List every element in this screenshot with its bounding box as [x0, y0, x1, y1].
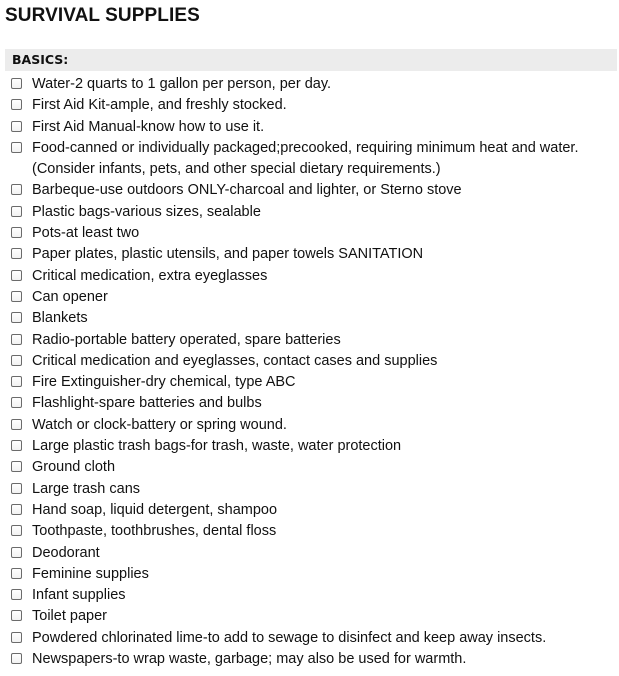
checklist-item-label: Blankets: [32, 310, 88, 327]
checklist-item-label: Critical medication, extra eyeglasses: [32, 267, 268, 284]
checkbox[interactable]: [11, 78, 22, 89]
checkbox[interactable]: [11, 206, 22, 217]
checklist-item-hand-soap: [0, 500, 619, 521]
checkbox[interactable]: [11, 227, 22, 238]
checklist-item-toilet-paper: [0, 606, 619, 627]
checkbox[interactable]: [11, 440, 22, 451]
checklist-item-label: Radio-portable battery operated, spare batteries: [32, 331, 341, 348]
checklist-item-water: [0, 74, 619, 95]
checklist-item-label: Large trash cans: [32, 480, 141, 497]
checklist-item-trash-bags: [0, 436, 619, 457]
checkbox[interactable]: [11, 121, 22, 132]
checklist-item-label: Flashlight-spare batteries and bulbs: [32, 395, 262, 412]
checklist-item-label: First Aid Manual-know how to use it.: [32, 118, 265, 135]
checklist-item-barbeque: [0, 180, 619, 201]
checkbox[interactable]: [11, 589, 22, 600]
checkbox[interactable]: [11, 610, 22, 621]
checklist-item-label: Fire Extinguisher-dry chemical, type ABC: [32, 374, 296, 391]
checklist-item-label: Deodorant: [32, 544, 100, 561]
checklist-item-feminine-supplies: [0, 564, 619, 585]
checkbox[interactable]: [11, 632, 22, 643]
checklist-item-label: Paper plates, plastic utensils, and paper towels SANITATION: [32, 246, 424, 263]
checklist-item-critical-medication: [0, 266, 619, 287]
checklist-item-chlorinated-lime: [0, 628, 619, 649]
checklist-item-label: Toilet paper: [32, 608, 107, 625]
checkbox[interactable]: [11, 142, 22, 153]
checkbox[interactable]: [11, 184, 22, 195]
checklist-item-label: Food-canned or individually packaged;precooked, requiring minimum heat and water. (Consider infants, pets, and other special dietary requirements.): [32, 139, 579, 178]
checkbox[interactable]: [11, 376, 22, 387]
checklist-item-label: Watch or clock-battery or spring wound.: [32, 416, 287, 433]
checklist-item-label: Toothpaste, toothbrushes, dental floss: [32, 523, 277, 540]
checklist-item-label: Powdered chlorinated lime-to add to sewage to disinfect and keep away insects.: [32, 629, 547, 646]
section-label: BASICS:: [12, 52, 69, 67]
section-header: [5, 49, 617, 71]
checklist-item-plastic-bags: [0, 202, 619, 223]
checkbox[interactable]: [11, 334, 22, 345]
checklist-item-label: Infant supplies: [32, 587, 126, 604]
checklist-item-ground-cloth: [0, 457, 619, 478]
checkbox[interactable]: [11, 568, 22, 579]
checklist-item-food: [0, 138, 619, 181]
checklist-item-radio: [0, 330, 619, 351]
checklist-item-label: Pots-at least two: [32, 225, 140, 242]
document-title: SURVIVAL SUPPLIES: [5, 5, 200, 26]
checkbox[interactable]: [11, 248, 22, 259]
checkbox[interactable]: [11, 419, 22, 430]
checkbox[interactable]: [11, 483, 22, 494]
checkbox[interactable]: [11, 270, 22, 281]
checklist-item-infant-supplies: [0, 585, 619, 606]
checklist-item-medication-eyeglasses: [0, 351, 619, 372]
checklist-item-first-aid-manual: [0, 117, 619, 138]
checkbox[interactable]: [11, 312, 22, 323]
checkbox[interactable]: [11, 355, 22, 366]
checklist-item-label: Newspapers-to wrap waste, garbage; may also be used for warmth.: [32, 651, 467, 668]
checklist-item-label: First Aid Kit-ample, and freshly stocked.: [32, 97, 287, 114]
checkbox[interactable]: [11, 525, 22, 536]
checklist-item-label: Feminine supplies: [32, 565, 149, 582]
checklist-item-first-aid-kit: [0, 95, 619, 116]
checklist-item-flashlight: [0, 393, 619, 414]
checklist-item-watch: [0, 415, 619, 436]
checkbox[interactable]: [11, 291, 22, 302]
checkbox[interactable]: [11, 547, 22, 558]
checklist: [0, 74, 619, 670]
checkbox[interactable]: [11, 653, 22, 664]
checklist-item-fire-extinguisher: [0, 372, 619, 393]
checklist-item-pots: [0, 223, 619, 244]
checklist-item-deodorant: [0, 543, 619, 564]
checklist-item-label: Hand soap, liquid detergent, shampoo: [32, 501, 278, 518]
checklist-item-toothpaste: [0, 521, 619, 542]
checklist-item-label: Barbeque-use outdoors ONLY-charcoal and lighter, or Sterno stove: [32, 182, 462, 199]
checkbox[interactable]: [11, 99, 22, 110]
checklist-item-can-opener: [0, 287, 619, 308]
checklist-item-label: Large plastic trash bags-for trash, waste, water protection: [32, 438, 402, 455]
checkbox[interactable]: [11, 397, 22, 408]
checklist-item-paper-plates: [0, 244, 619, 265]
checklist-item-trash-cans: [0, 479, 619, 500]
checklist-item-label: Critical medication and eyeglasses, contact cases and supplies: [32, 352, 438, 369]
checklist-item-label: Plastic bags-various sizes, sealable: [32, 203, 261, 220]
checklist-item-label: Ground cloth: [32, 459, 116, 476]
checkbox[interactable]: [11, 461, 22, 472]
checklist-item-label: Water-2 quarts to 1 gallon per person, per day.: [32, 76, 332, 92]
checklist-item-label: Can opener: [32, 288, 108, 305]
checkbox[interactable]: [11, 504, 22, 515]
checklist-item-blankets: [0, 308, 619, 329]
checklist-item-newspapers: [0, 649, 619, 670]
